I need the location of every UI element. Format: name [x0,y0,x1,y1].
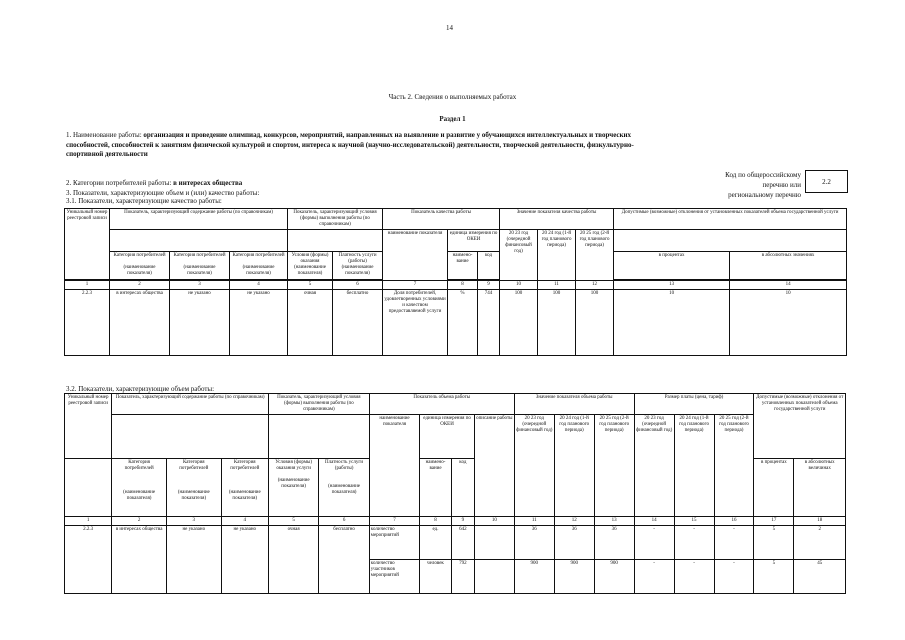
col-absolute: в абсолютных значениях [730,252,847,280]
cell: бесплатно [319,526,369,594]
cell: количество мероприятий [369,526,419,560]
content-spacer [110,230,288,252]
col-year-2: 20 24 год (1-й год планового периода) [538,230,576,281]
page-number: 14 [446,24,453,32]
col-num: 10 [500,281,538,290]
col-conditions: Показатель, характеризующий условия (формы) выполнения работы (по справочникам) [268,394,369,415]
col-fee: Размер платы (цена, тариф) [634,394,754,415]
col-num: 9 [451,517,474,526]
volume-title: 3.2. Показатели, характеризующие объем работы: [66,385,215,393]
cell: в интересах общества [112,526,167,594]
col-num: 12 [554,517,594,526]
col-year-3: 20 25 год (2-й год планового периода) [594,415,634,517]
cell: - [714,526,754,560]
code-label-line: перечню или [762,181,801,189]
col-num: 15 [674,517,714,526]
code-label-line: региональному перечню [728,191,801,199]
part-title: Часть 2. Сведения о выполняемых работах [388,93,517,101]
col-indicator-name: наименование показателя [383,230,448,281]
cell: 36 [514,526,554,560]
conditions-spacer [288,230,383,252]
col-value: Значение показателя объема работы [514,394,634,415]
cell: человек [420,560,452,594]
col-num: 4 [221,517,268,526]
consumers-value: в интересах общества [173,179,243,187]
cell: количество участников мероприятий [369,560,419,594]
column-numbers [65,517,846,526]
col-category-2: Категория потребителей (наименование показателя) [166,459,221,517]
col-num: 3 [170,281,230,290]
col-num: 17 [754,517,794,526]
quality-table [64,208,847,356]
col-percent: в процентах [614,252,730,280]
col-unit-name: наимено-вание [420,459,452,517]
cell: 100 [576,290,614,356]
col-num: 7 [369,517,419,526]
col-num: 10 [474,517,514,526]
col-category-3: Категория потребителей (наименование показателя) [230,252,288,280]
work-name [66,131,666,160]
cell [474,560,514,594]
cell: 642 [451,526,474,560]
col-num: 1 [65,281,110,290]
cell [474,526,514,560]
cell: - [634,560,674,594]
cell: ед. [420,526,452,560]
col-category-1: Категория потребителей (наименование показателя) [112,459,167,517]
col-num: 16 [714,517,754,526]
cell: % [448,290,478,356]
cell: - [714,560,754,594]
col-num: 2 [112,517,167,526]
col-num: 8 [448,281,478,290]
cell: - [674,526,714,560]
conditions-spacer [268,415,369,459]
col-num: 2 [110,281,170,290]
col-num: 14 [730,281,847,290]
col-category-2: Категория потребителей (наименование показателя) [170,252,230,280]
table-row [65,526,846,560]
content-spacer [112,415,269,459]
col-condition-fee: Платность услуги (работы) (наименование показателя) [333,252,383,280]
volume-table [64,393,846,594]
col-condition-fee: Платность услуги (работы) (наименование показателя) [319,459,369,517]
col-deviation: Допустимые (возможные) отклонения от установленных показателей объема государственной услуги [614,209,847,230]
col-year-1: 20 23 год (очередной финансовый год) [514,415,554,517]
col-num: 9 [478,281,500,290]
col-unique: Уникальный номер реестровой записи [65,209,110,280]
col-quality: Показатель качества работы [383,209,500,230]
cell: 900 [514,560,554,594]
col-num: 3 [166,517,221,526]
col-num: 8 [420,517,452,526]
col-absolute: в абсолютных величинах [794,459,846,517]
col-unit-code: код [451,459,474,517]
consumers-line [66,179,242,187]
cell: 2 [794,526,846,560]
col-indicator-name: наименование показателя [369,415,419,517]
col-num: 12 [576,281,614,290]
cell: бесплатно [333,290,383,356]
col-num: 6 [319,517,369,526]
col-percent: в процентах [754,459,794,517]
cell: 744 [478,290,500,356]
col-content: Показатель, характеризующий содержание работы (по справочникам) [112,394,269,415]
cell: - [674,560,714,594]
col-unique: Уникальный номер реестровой записи [65,394,112,459]
col-unit-code: код [478,252,500,280]
cell: 2.2.3 [65,526,112,594]
col-unit: единица измерения по ОКЕИ [448,230,500,252]
col-value: Значение показателя качества работы [500,209,614,230]
col-num: 6 [333,281,383,290]
col-fee-2: 20 24 год (1-й год планового периода) [674,415,714,517]
cell: очная [268,526,318,594]
unique-spacer [65,459,112,517]
quality-title: 3.1. Показатели, характеризующие качество работы: [66,197,222,205]
cell: 36 [594,526,634,560]
work-name-prefix: 1. Наименование работы: [66,131,142,139]
col-num: 7 [383,281,448,290]
cell: 5 [754,526,794,560]
cell: 900 [594,560,634,594]
col-unit-name: наимено-вание [448,252,478,280]
col-year-3: 20 25 год (2-й год планового периода) [576,230,614,281]
cell: 100 [500,290,538,356]
col-condition-form: Условия (формы) оказания (наименование показателя) [288,252,333,280]
work-name-value: организация и проведение олимпиад, конкурсов, мероприятий, направленных на выявление и развитие у обучающихся интеллектуальных и творческих способностей, способностей к занятиям физической культурой и спортом, интереса к научной (научно-исследовательской) деятельности, творческой деятельности, физкультурно-спортивной деятельности [66,131,634,158]
col-deviation: Допустимые (возможные) отклонения от установленных показателей объема государственной услуги [754,394,846,459]
col-num: 5 [288,281,333,290]
col-unit: единица измерения по ОКЕИ [420,415,475,459]
col-category-1: Категория потребителей (наименование показателя) [110,252,170,280]
col-num: 1 [65,517,112,526]
cell: в интересах общества [110,290,170,356]
col-conditions: Показатель, характеризующий условия (формы) выполнения работы (по справочникам) [288,209,383,230]
cell: 45 [794,560,846,594]
indicators-title: 3. Показатели, характеризующие объем и (или) качество работы: [66,189,260,197]
col-content: Показатель, характеризующий содержание работы (по справочникам) [110,209,288,230]
table-row [65,290,847,356]
cell: 792 [451,560,474,594]
cell: 100 [538,290,576,356]
cell: не указано [221,526,268,594]
column-numbers [65,281,847,290]
cell: - [634,526,674,560]
col-description: описание работы [474,415,514,517]
registry-code-label [700,170,801,200]
cell: 10 [730,290,847,356]
col-year-1: 20 23 год (очередной финансовый год) [500,230,538,281]
consumers-prefix: 2. Категории потребителей работы: [66,179,172,187]
cell: Доля потребителей, удовлетворенных условиями и качеством предоставляемой услуги [383,290,448,356]
col-condition-form: Условия (формы) оказания услуги (наименование показателя) [268,459,318,517]
cell: 36 [554,526,594,560]
col-num: 11 [538,281,576,290]
col-num: 5 [268,517,318,526]
col-num: 13 [614,281,730,290]
col-num: 14 [634,517,674,526]
section-title: Раздел 1 [439,115,466,123]
col-num: 11 [514,517,554,526]
code-label-line: Код по общероссийскому [725,171,801,179]
col-num: 18 [794,517,846,526]
col-year-2: 20 24 год (1-й год планового периода) [554,415,594,517]
col-fee-3: 20 25 год (2-й год планового периода) [714,415,754,517]
deviation-spacer [614,230,847,252]
cell: не указано [166,526,221,594]
cell: не указано [230,290,288,356]
cell: 10 [614,290,730,356]
cell: 900 [554,560,594,594]
registry-code-value: 2.2 [805,170,848,193]
col-category-3: Категория потребителей (наименование показателя) [221,459,268,517]
col-num: 13 [594,517,634,526]
col-volume: Показатель объема работы [369,394,514,415]
cell: 2.2.3 [65,290,110,356]
cell: не указано [170,290,230,356]
col-fee-1: 20 23 год (очередной финансовый год) [634,415,674,517]
cell: очная [288,290,333,356]
cell: 5 [754,560,794,594]
col-num: 4 [230,281,288,290]
